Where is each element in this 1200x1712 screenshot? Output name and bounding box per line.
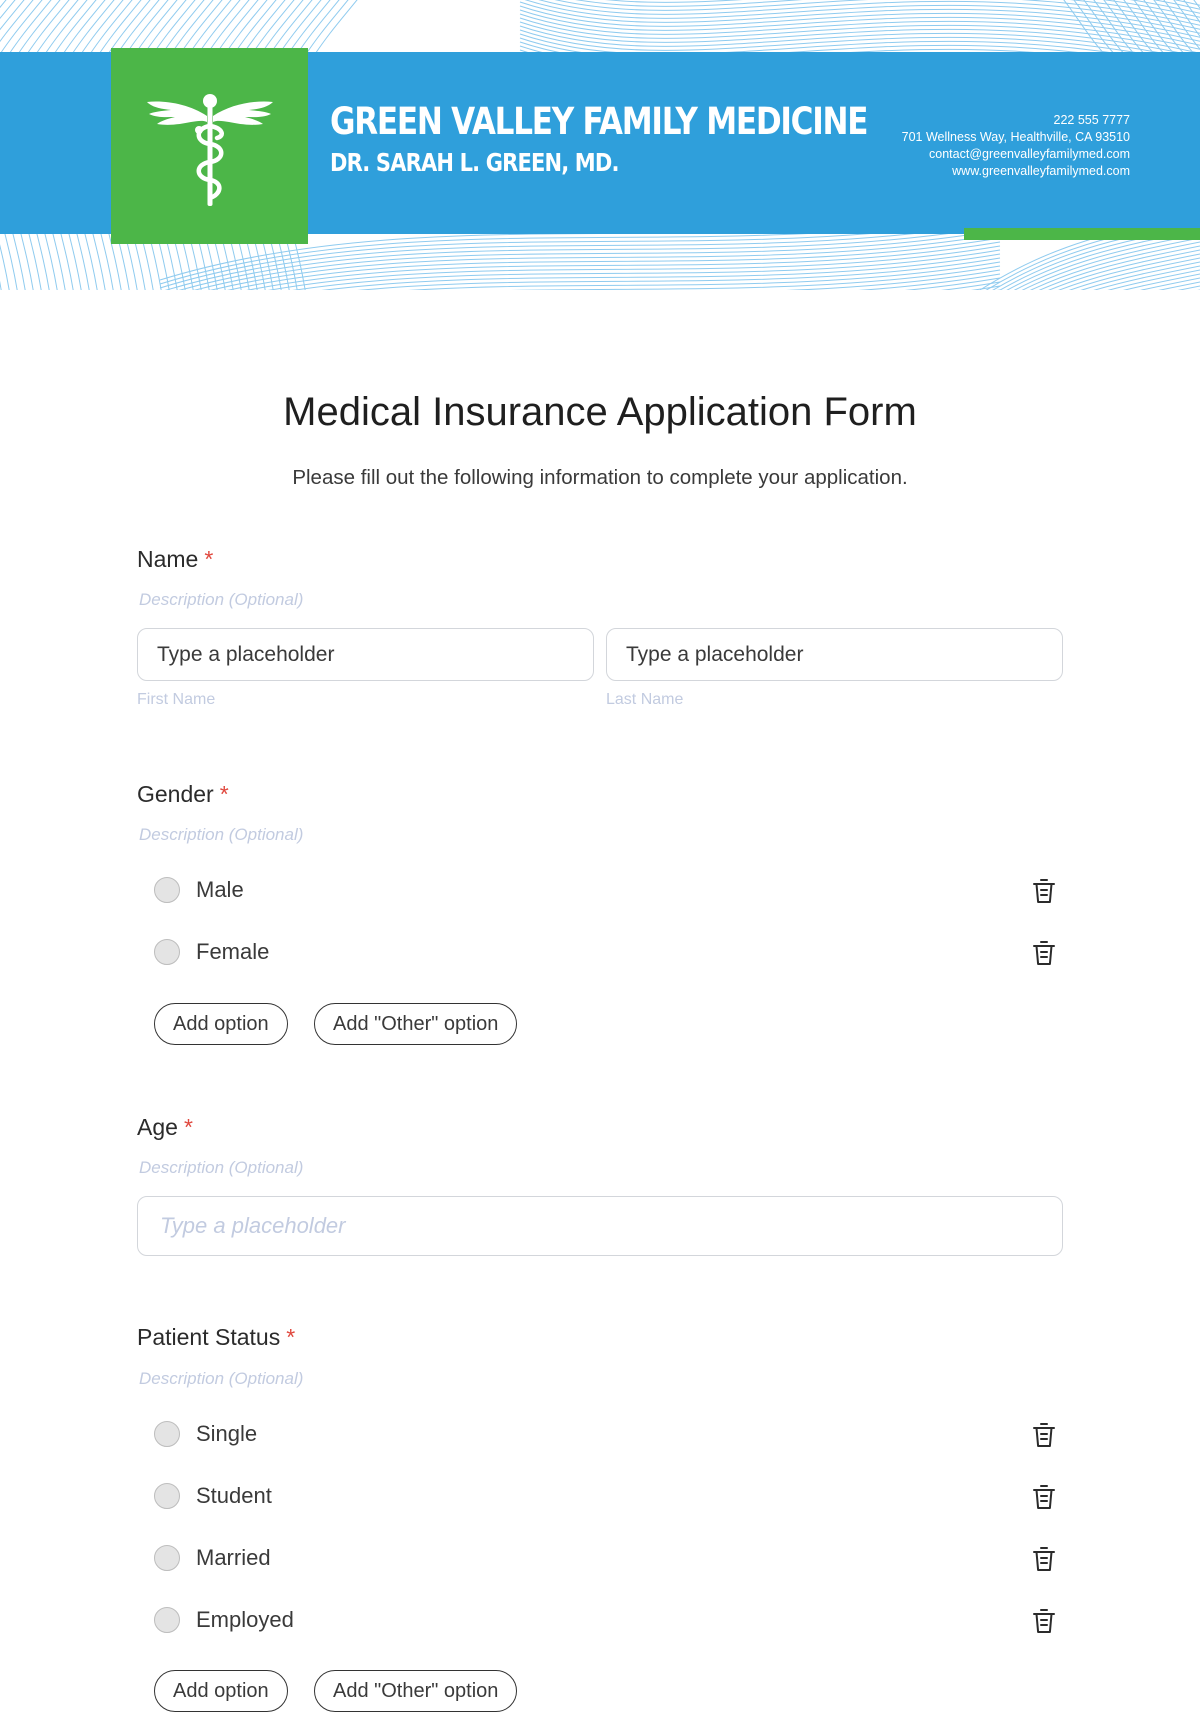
age-input[interactable] xyxy=(137,1196,1063,1256)
option-label: Male xyxy=(196,877,244,902)
trash-icon[interactable] xyxy=(1030,1420,1058,1450)
required-asterisk: * xyxy=(183,1114,193,1140)
logo xyxy=(111,48,308,244)
trash-icon[interactable] xyxy=(1030,1482,1058,1512)
question-label-age xyxy=(137,1114,193,1141)
radio-button[interactable] xyxy=(154,1545,180,1571)
header-green-strip xyxy=(964,228,1200,240)
last-name-input[interactable] xyxy=(606,628,1063,681)
form-subtitle: Please fill out the following information to complete your application. xyxy=(292,466,908,489)
contact-phone: 222 555 7777 xyxy=(1053,113,1130,127)
first-name-sublabel: First Name xyxy=(137,691,216,708)
option-row-student xyxy=(154,1480,1058,1514)
required-asterisk: * xyxy=(204,546,214,572)
doctor-name: DR. SARAH L. GREEN, MD. xyxy=(330,148,619,177)
radio-button[interactable] xyxy=(154,1607,180,1633)
contact-address: 701 Wellness Way, Healthville, CA 93510 xyxy=(901,130,1130,144)
option-row-female xyxy=(154,936,1058,970)
question-label-name xyxy=(137,546,213,573)
caduceus-icon xyxy=(143,90,277,210)
clinic-name: GREEN VALLEY FAMILY MEDICINE xyxy=(330,100,868,143)
question-label-text: Name xyxy=(137,546,199,572)
radio-button[interactable] xyxy=(154,1421,180,1447)
contact-website: www.greenvalleyfamilymed.com xyxy=(952,164,1130,178)
required-asterisk: * xyxy=(286,1324,296,1350)
trash-icon[interactable] xyxy=(1030,938,1058,968)
radio-button[interactable] xyxy=(154,877,180,903)
contact-info xyxy=(902,112,1130,180)
add-option-button[interactable]: Add option xyxy=(154,1670,288,1712)
question-description-patient-status: Description (Optional) xyxy=(139,1369,304,1388)
question-description-name: Description (Optional) xyxy=(139,590,304,609)
option-label: Single xyxy=(196,1421,258,1446)
radio-button[interactable] xyxy=(154,939,180,965)
question-description-age: Description (Optional) xyxy=(139,1158,304,1177)
question-description-gender: Description (Optional) xyxy=(139,825,304,844)
question-label-text: Patient Status xyxy=(137,1324,281,1350)
option-row-single xyxy=(154,1418,1058,1452)
option-row-employed xyxy=(154,1604,1058,1638)
option-row-male xyxy=(154,874,1058,908)
letterhead-header xyxy=(0,0,1200,290)
form-title: Medical Insurance Application Form xyxy=(283,390,917,434)
contact-email: contact@greenvalleyfamilymed.com xyxy=(929,147,1130,161)
option-label: Student xyxy=(196,1483,272,1508)
add-other-option-button[interactable]: Add "Other" option xyxy=(314,1670,517,1712)
trash-icon[interactable] xyxy=(1030,1544,1058,1574)
required-asterisk: * xyxy=(219,781,229,807)
option-row-married xyxy=(154,1542,1058,1576)
question-label-text: Gender xyxy=(137,781,214,807)
option-label: Employed xyxy=(196,1607,294,1632)
option-label: Married xyxy=(196,1545,271,1570)
radio-button[interactable] xyxy=(154,1483,180,1509)
trash-icon[interactable] xyxy=(1030,1606,1058,1636)
first-name-input[interactable] xyxy=(137,628,594,681)
question-label-text: Age xyxy=(137,1114,178,1140)
trash-icon[interactable] xyxy=(1030,876,1058,906)
question-label-gender xyxy=(137,781,229,808)
option-label: Female xyxy=(196,939,270,964)
question-label-patient-status xyxy=(137,1324,295,1351)
add-other-option-button[interactable]: Add "Other" option xyxy=(314,1003,517,1045)
add-option-button[interactable]: Add option xyxy=(154,1003,288,1045)
last-name-sublabel: Last Name xyxy=(606,691,684,708)
